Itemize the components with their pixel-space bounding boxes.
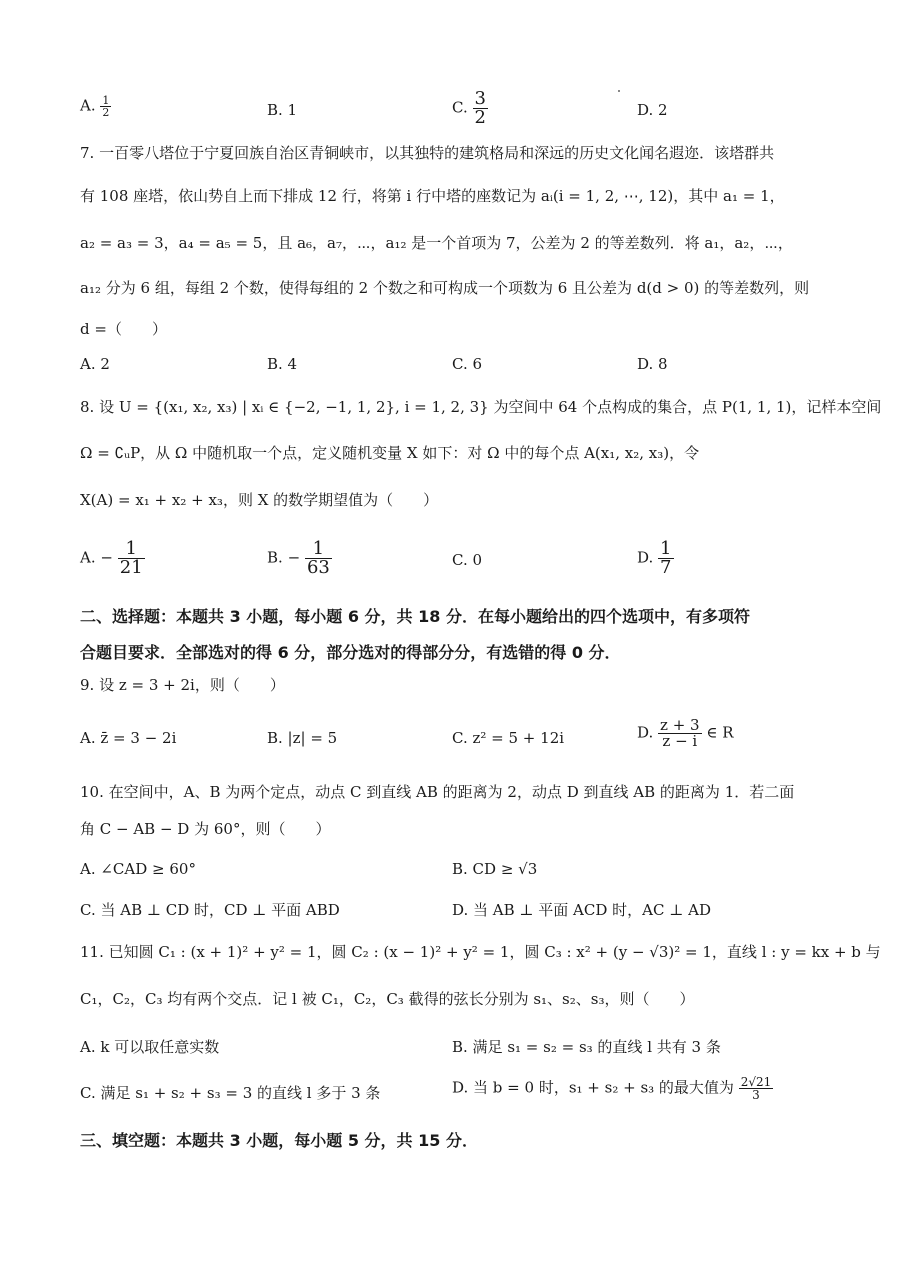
fraction — [739, 1076, 774, 1101]
q11-line-1: 11. 已知圆 C₁ : (x + 1)² + y² = 1，圆 C₂ : (x − 1)² + y² = 1，圆 C₃ : x² + (y − √3)² = 1，直线 l : y = kx + b 与 — [80, 943, 881, 961]
q11-option-b: B. 满足 s₁ = s₂ = s₃ 的直线 l 共有 3 条 — [452, 1038, 721, 1056]
q9-stem: 9. 设 z = 3 + 2i，则（ ） — [80, 676, 285, 694]
fraction-numerator: 1 — [118, 540, 145, 559]
q7-option-c: C. 6 — [452, 355, 483, 373]
q7-line-3: a₂ = a₃ = 3，a₄ = a₅ = 5，且 a₆，a₇，⋯，a₁₂ 是一个首项为 7，公差为 2 的等差数列．将 a₁，a₂，⋯， — [80, 234, 793, 252]
q9-option-b: B. |z| = 5 — [267, 729, 338, 747]
q10-option-c: C. 当 AB ⊥ CD 时，CD ⊥ 平面 ABD — [80, 901, 340, 919]
q8-option-c: C. 0 — [452, 551, 483, 569]
q8-option-d — [637, 540, 674, 577]
section-2-heading-line-1: 二、选择题：本题共 3 小题，每小题 6 分，共 18 分．在每小题给出的四个选项中，有多项符 — [80, 607, 750, 626]
minus-sign: − — [287, 548, 301, 567]
section-2-heading-line-2: 合题目要求．全部选对的得 6 分，部分选对的得部分分，有选错的得 0 分． — [80, 643, 621, 662]
q7-line-5: d =（ ） — [80, 320, 167, 338]
scan-dot — [618, 90, 620, 92]
fraction-denominator: z − i — [662, 732, 698, 750]
option-label: B. — [267, 548, 283, 567]
q10-line-2: 角 C − AB − D 为 60°，则（ ） — [80, 820, 331, 838]
section-3-heading: 三、填空题：本题共 3 小题，每小题 5 分，共 15 分． — [80, 1131, 478, 1150]
q9-option-a: A. z̄ = 3 − 2i — [80, 729, 177, 747]
q11-line-2: C₁，C₂，C₃ 均有两个交点．记 l 被 C₁，C₂，C₃ 截得的弦长分别为 s₁、s₂、s₃，则（ ） — [80, 990, 695, 1008]
option-label: D. — [637, 548, 654, 567]
fraction-denominator: 3 — [752, 1088, 760, 1102]
q7-line-2: 有 108 座塔，依山势自上而下排成 12 行，将第 i 行中塔的座数记为 aᵢ(i = 1, 2, ⋯, 12)，其中 a₁ = 1， — [80, 187, 785, 205]
q10-option-a: A. ∠CAD ≥ 60° — [80, 860, 196, 878]
q11-option-c: C. 满足 s₁ + s₂ + s₃ = 3 的直线 l 多于 3 条 — [80, 1084, 381, 1102]
fraction — [305, 540, 332, 577]
q7-option-a: A. 2 — [80, 355, 110, 373]
q7-option-d: D. 8 — [637, 355, 668, 373]
q8-line-2: Ω = ∁ᵤP，从 Ω 中随机取一个点，定义随机变量 X 如下：对 Ω 中的每个点 A(x₁, x₂, x₃)，令 — [80, 444, 700, 462]
fraction-numerator: 2√21 — [740, 1075, 772, 1089]
fraction-numerator: 3 — [474, 88, 486, 109]
option-label: D. — [637, 723, 654, 742]
fraction — [658, 718, 702, 749]
q8-line-3: X(A) = x₁ + x₂ + x₃，则 X 的数学期望值为（ ） — [80, 491, 439, 509]
q8-option-a — [80, 540, 145, 577]
q6-option-a — [80, 95, 111, 118]
fraction-numerator: 1 — [660, 538, 672, 559]
fraction-denominator: 2 — [474, 107, 486, 128]
option-text: D. 当 b = 0 时，s₁ + s₂ + s₃ 的最大值为 — [452, 1078, 734, 1097]
option-label: A. — [80, 96, 96, 115]
q6-option-b: B. 1 — [267, 101, 298, 119]
fraction-numerator: 1 — [102, 94, 110, 107]
q6-option-c — [452, 90, 488, 127]
option-label: A. — [80, 548, 96, 567]
q10-option-d: D. 当 AB ⊥ 平面 ACD 时，AC ⊥ AD — [452, 901, 711, 919]
q7-line-1: 7. 一百零八塔位于宁夏回族自治区青铜峡市，以其独特的建筑格局和深远的历史文化闻名遐迩．该塔群共 — [80, 144, 775, 162]
minus-sign: − — [100, 548, 113, 567]
fraction-denominator: 2 — [102, 106, 110, 119]
fraction — [118, 540, 145, 577]
fraction-numerator: 1 — [305, 540, 332, 559]
q7-option-b: B. 4 — [267, 355, 298, 373]
fraction-denominator: 63 — [306, 557, 330, 578]
option-tail: ∈ R — [706, 723, 734, 742]
fraction — [658, 540, 673, 577]
q11-option-d — [452, 1076, 773, 1101]
fraction-denominator: 21 — [119, 557, 143, 578]
q8-option-b — [267, 540, 332, 577]
q6-option-d: D. 2 — [637, 101, 668, 119]
fraction — [473, 90, 488, 127]
q11-option-a: A. k 可以取任意实数 — [80, 1038, 220, 1056]
option-label: C. — [452, 98, 468, 117]
fraction-denominator: 7 — [660, 557, 672, 578]
fraction-numerator: z + 3 — [660, 716, 700, 734]
fraction — [100, 95, 111, 118]
q7-line-4: a₁₂ 分为 6 组，每组 2 个数，使得每组的 2 个数之和可构成一个项数为 6 且公差为 d(d > 0) 的等差数列，则 — [80, 279, 810, 297]
q10-option-b: B. CD ≥ √3 — [452, 860, 538, 878]
q9-option-c: C. z² = 5 + 12i — [452, 729, 565, 747]
q10-line-1: 10. 在空间中，A、B 为两个定点，动点 C 到直线 AB 的距离为 2，动点 D 到直线 AB 的距离为 1．若二面 — [80, 783, 795, 801]
q9-option-d — [637, 718, 734, 749]
q8-line-1: 8. 设 U = {(x₁, x₂, x₃) | xᵢ ∈ {−2, −1, 1, 2}, i = 1, 2, 3} 为空间中 64 个点构成的集合，点 P(1, 1, 1)，记样本空间 — [80, 398, 882, 416]
